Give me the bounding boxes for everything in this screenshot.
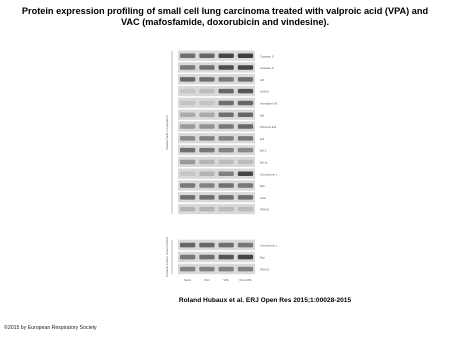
soluble-section-label: Soluble fraction (cytoplasm) xyxy=(165,115,169,150)
citation: Roland Hubaux et al. ERJ Open Res 2015;1:00028-2015 xyxy=(178,297,352,304)
soluble-band xyxy=(219,77,234,82)
soluble-band xyxy=(199,136,214,141)
soluble-band xyxy=(238,54,253,59)
protein-label: Bax xyxy=(260,255,265,260)
western-blot-svg xyxy=(150,48,310,294)
soluble-band xyxy=(238,148,253,153)
protein-label: Acetylated H3 xyxy=(260,101,278,106)
soluble-band xyxy=(199,207,214,212)
soluble-band xyxy=(180,54,195,59)
soluble-band xyxy=(219,183,234,188)
insoluble-band xyxy=(180,267,195,272)
soluble-band xyxy=(180,172,195,177)
insoluble-band xyxy=(199,243,214,248)
lane-label: VAC xyxy=(204,278,210,283)
soluble-band xyxy=(238,77,253,82)
soluble-band xyxy=(219,124,234,129)
soluble-band xyxy=(238,207,253,212)
soluble-band xyxy=(238,101,253,106)
insoluble-band xyxy=(238,255,253,260)
protein-label: Bcl-xL xyxy=(260,160,268,165)
soluble-band xyxy=(238,172,253,177)
insoluble-band xyxy=(180,243,195,248)
protein-label: Bid xyxy=(260,113,265,118)
soluble-band xyxy=(219,136,234,141)
protein-label: Caspase 9 xyxy=(260,54,274,59)
soluble-band xyxy=(180,77,195,82)
soluble-band xyxy=(238,113,253,118)
copyright-notice: ©2015 by European Respiratory Society xyxy=(4,325,97,331)
soluble-band xyxy=(180,89,195,94)
soluble-band xyxy=(199,101,214,106)
soluble-band xyxy=(180,113,195,118)
soluble-band xyxy=(199,77,214,82)
soluble-band xyxy=(180,148,195,153)
soluble-band xyxy=(180,65,195,70)
soluble-band xyxy=(180,160,195,165)
soluble-band xyxy=(219,54,234,59)
soluble-band xyxy=(180,195,195,200)
soluble-band xyxy=(219,172,234,177)
soluble-band xyxy=(199,183,214,188)
protein-label: PDAC1 xyxy=(260,267,270,272)
soluble-band xyxy=(219,113,234,118)
title-line-1: Protein expression profiling of small cell lung carcinoma treated with valproic acid (VPA) and xyxy=(21,6,429,16)
soluble-band xyxy=(219,65,234,70)
protein-label: Cytochrome c xyxy=(260,172,278,177)
soluble-band xyxy=(219,89,234,94)
insoluble-band xyxy=(199,255,214,260)
protein-label: Erk xyxy=(260,136,265,141)
soluble-band xyxy=(180,124,195,129)
soluble-band xyxy=(180,183,195,188)
soluble-band xyxy=(238,160,253,165)
figure-title xyxy=(10,6,440,28)
soluble-band xyxy=(219,160,234,165)
insoluble-band xyxy=(219,243,234,248)
soluble-band xyxy=(199,148,214,153)
soluble-band xyxy=(199,113,214,118)
soluble-band xyxy=(238,124,253,129)
lane-label: Mock xyxy=(184,278,191,283)
protein-label: PDAC1 xyxy=(260,207,270,212)
soluble-band xyxy=(238,183,253,188)
soluble-band xyxy=(219,207,234,212)
insoluble-band xyxy=(238,243,253,248)
soluble-band xyxy=(219,148,234,153)
protein-label: Caspase 8 xyxy=(260,66,274,71)
soluble-band xyxy=(180,136,195,141)
soluble-band xyxy=(199,89,214,94)
soluble-band xyxy=(238,89,253,94)
lane-label: VAC+VPA xyxy=(239,278,252,283)
soluble-band xyxy=(199,54,214,59)
soluble-band xyxy=(199,195,214,200)
soluble-band xyxy=(199,160,214,165)
soluble-band xyxy=(238,195,253,200)
soluble-band xyxy=(180,101,195,106)
protein-label: AIF xyxy=(260,77,265,82)
soluble-band xyxy=(199,124,214,129)
insoluble-band xyxy=(180,255,195,260)
soluble-band xyxy=(199,172,214,177)
insoluble-band xyxy=(199,267,214,272)
insoluble-band xyxy=(238,267,253,272)
soluble-band xyxy=(238,65,253,70)
lane-label: VPA xyxy=(223,278,229,283)
protein-label: Cytochrome c xyxy=(260,243,278,248)
insoluble-section-label: Insoluble fraction (mitochondria) xyxy=(165,237,169,278)
insoluble-band xyxy=(219,255,234,260)
protein-label: Bax xyxy=(260,184,265,189)
western-blot-figure xyxy=(150,48,310,294)
protein-label: Actin xyxy=(260,195,267,200)
soluble-band xyxy=(238,136,253,141)
protein-label: γH2AX xyxy=(260,89,269,94)
title-line-2: VAC (mafosfamide, doxorubicin and vindesine). xyxy=(120,17,330,27)
protein-label: Bcl-2 xyxy=(260,148,267,153)
protein-label: Phospho-Erk xyxy=(260,125,277,130)
soluble-band xyxy=(199,65,214,70)
soluble-band xyxy=(219,195,234,200)
soluble-band xyxy=(180,207,195,212)
soluble-band xyxy=(219,101,234,106)
insoluble-band xyxy=(219,267,234,272)
